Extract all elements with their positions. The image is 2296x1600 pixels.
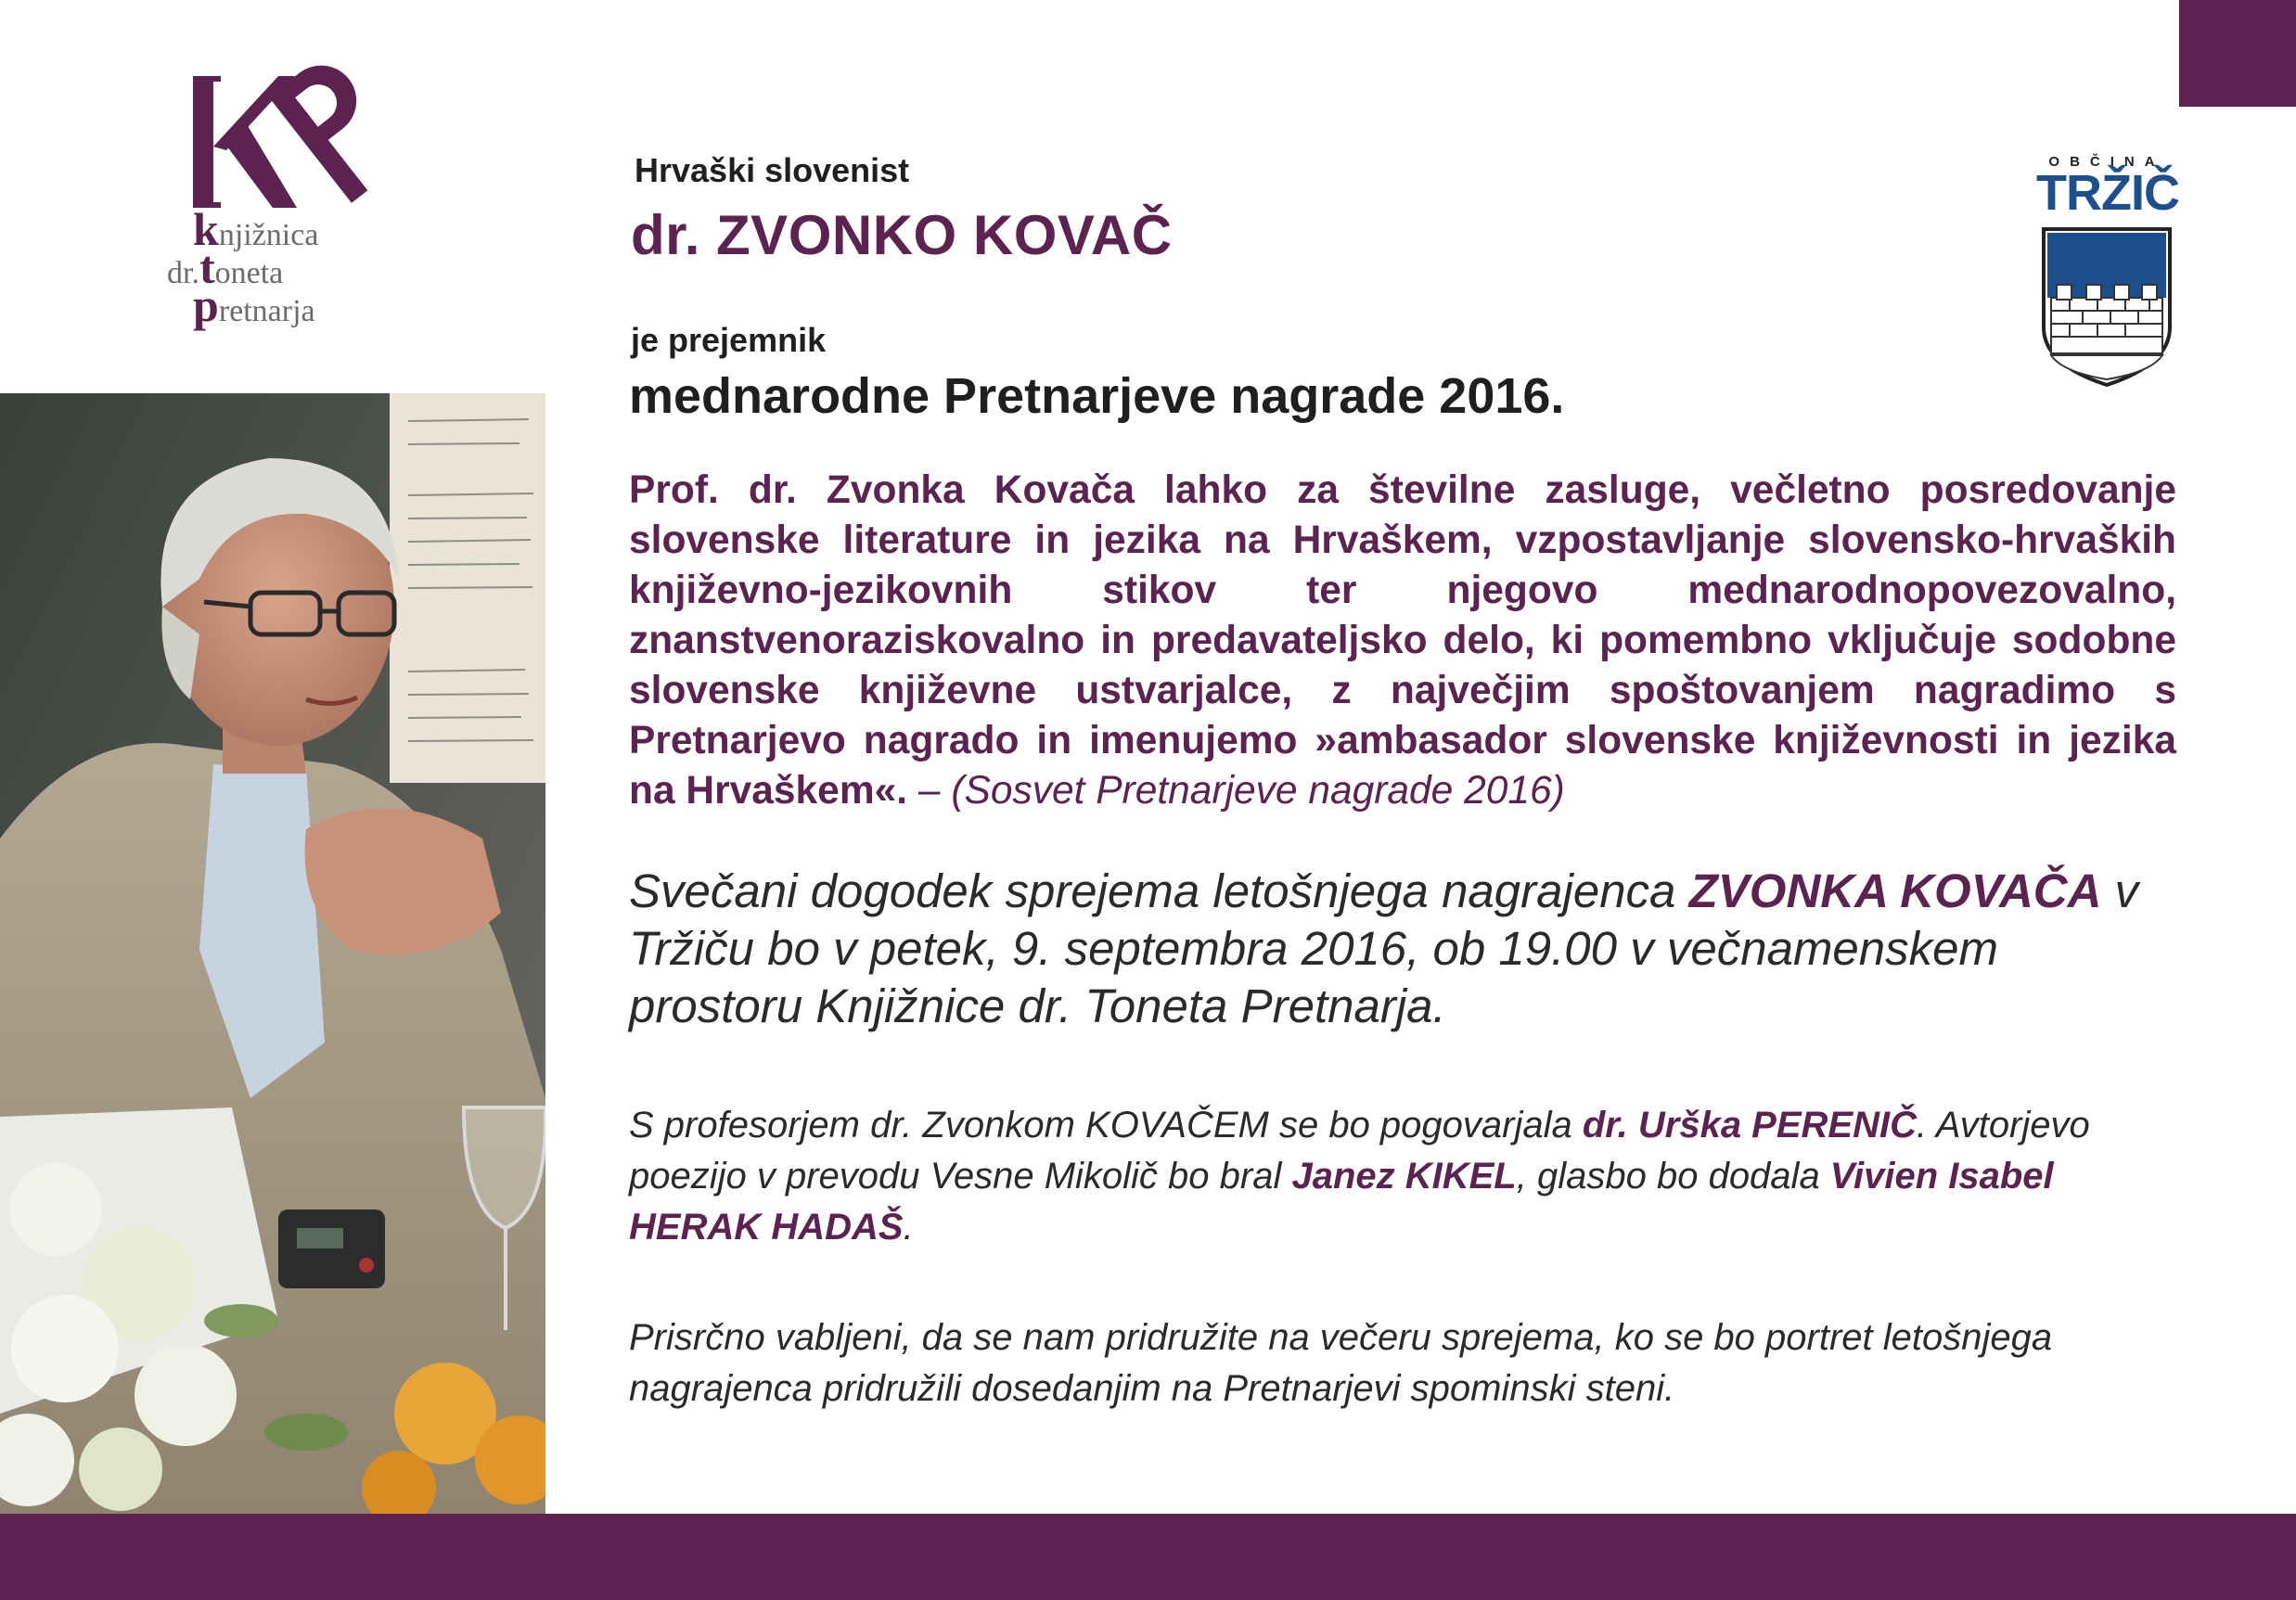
citation-text: Prof. dr. Zvonka Kovača lahko za številne zasluge, večletno posredovanje slovenske literature in jezika na Hrvaškem, vzpostavljanje slovensko-hrvaških književno-jezikovnih stikov ter njegovo mednarodnopovezovalno, znanstvenoraziskovalno in predavateljsko delo, ki pomembno vključuje sodobne slovenske književne ustvarjalce, z največjim spoštovanjem nagradimo s Pretnarjevo nagrado in imenujemo »ambasador slovenske književnosti in jezika na Hrvaškem«. <box>629 468 2176 813</box>
program-reader: Janez KIKEL <box>1291 1156 1517 1197</box>
corner-band <box>2179 0 2296 107</box>
award-title: mednarodne Pretnarjeve nagrade 2016. <box>629 368 1565 424</box>
recipient-line: je prejemnik <box>631 321 827 359</box>
program-musician: Vivien Isabel HERAK HADAŠ <box>629 1156 2054 1248</box>
event-text-1: Svečani dogodek sprejema letošnjega nagrajenca <box>629 864 1689 917</box>
program-text-3: , glasbo bo dodala <box>1516 1156 1830 1197</box>
recipient-subtitle: Hrvaški slovenist <box>635 151 910 189</box>
invite-paragraph: Prisrčno vabljeni, da se nam pridružite na večeru sprejema, ko se bo portret letošnjega nagrajenca pridružili dosedanjim na Pretnarjevi spominski steni. <box>629 1317 2053 1409</box>
municipality-label: OBČINA <box>2048 154 2165 170</box>
logo-line-2: oneta <box>214 256 284 290</box>
program-moderator: dr. Urška PERENIČ <box>1582 1105 1917 1146</box>
library-logo-mark <box>193 65 392 213</box>
bottom-band <box>0 1514 2296 1600</box>
municipality-name: TRŽIČ <box>2036 165 2179 221</box>
program-text-2: . Avtorjevo poezijo v prevodu Vesne Mikolič bo bral <box>629 1105 2090 1197</box>
logo-prefix: dr. <box>167 256 199 290</box>
library-logo-text <box>167 203 319 331</box>
program-text-4: . <box>903 1207 914 1248</box>
portrait-photo <box>0 393 545 1514</box>
logo-line-3: retnarja <box>218 294 315 328</box>
program-paragraph <box>629 1100 2178 1253</box>
recipient-name: dr. ZVONKO KOVAČ <box>631 204 1173 266</box>
event-paragraph <box>629 863 2178 1035</box>
event-highlight: ZVONKA KOVAČA <box>1688 864 2102 917</box>
program-text-1: S profesorjem dr. Zvonkom KOVAČEM se bo pogovarjala <box>629 1105 1583 1146</box>
citation-paragraph <box>629 466 2176 816</box>
logo-letter-t: t <box>199 241 215 293</box>
logo-line-1: njižnica <box>218 218 319 252</box>
event-text-2: v Tržiču bo v petek, 9. septembra 2016, ob 19.00 v večnamenskem prostoru Knjižnice dr. Toneta Pretnarja. <box>629 864 2139 1032</box>
logo-letter-p: p <box>193 279 219 331</box>
citation-source: – (Sosvet Pretnarjeve nagrade 2016) <box>907 769 1565 813</box>
crest-icon <box>2040 225 2174 389</box>
logo-letter-k: k <box>193 203 219 255</box>
